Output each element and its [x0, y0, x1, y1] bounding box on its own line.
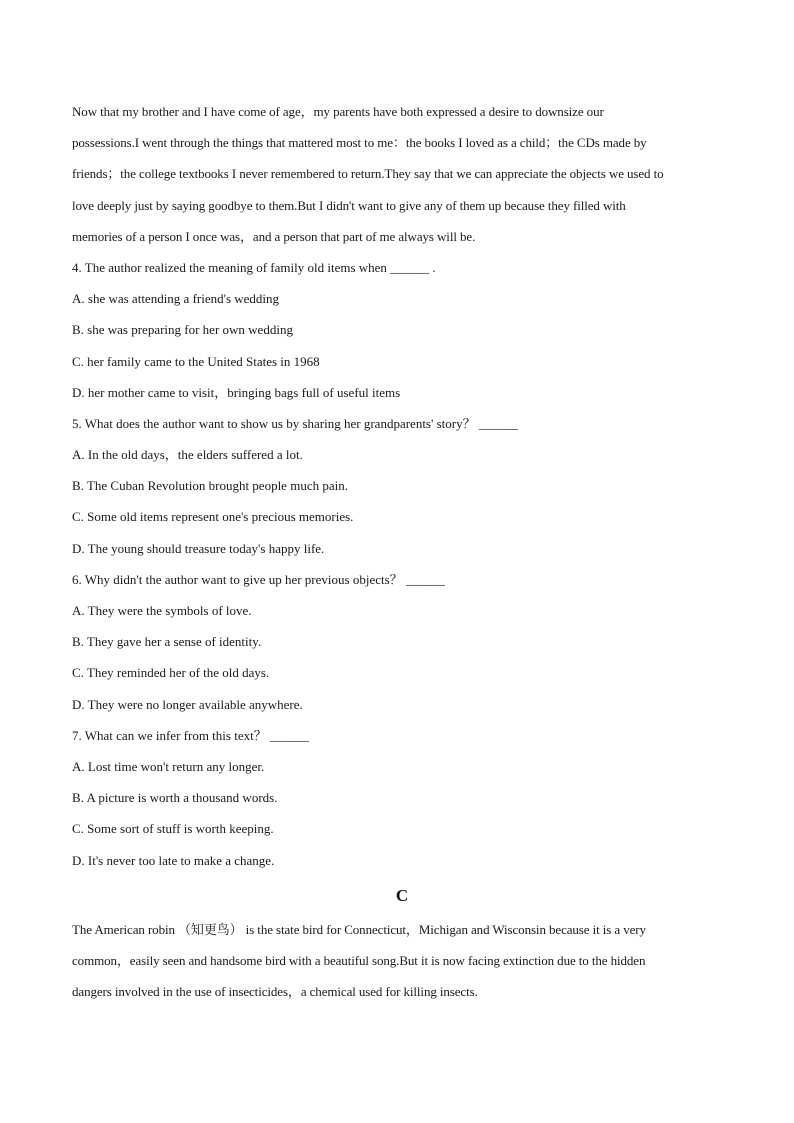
option-d: D. It's never too late to make a change.: [72, 852, 275, 868]
document-page: [72, 96, 732, 1007]
passage-b-ending: [72, 96, 732, 252]
option-b: B. A picture is worth a thousand words.: [72, 790, 278, 806]
option-d: D. The young should treasure today's happy life.: [72, 540, 325, 556]
passage-line: dangers involved in the use of insecticides，a chemical used for killing insects.: [72, 984, 478, 1000]
passage-line: The American robin （知更鸟） is the state bird for Connecticut，Michigan and Wisconsin because it is a very: [72, 921, 646, 937]
question-stem: 6. Why didn't the author want to give up her previous objects？ ______: [72, 571, 445, 587]
option-d: D. They were no longer available anywhere.: [72, 696, 303, 712]
question-stem: 7. What can we infer from this text？ ______: [72, 727, 309, 743]
passage-line: common，easily seen and handsome bird with a beautiful song.But it is now facing extinction due to the hidden: [72, 952, 646, 968]
passage-line: memories of a person I once was，and a person that part of me always will be.: [72, 228, 476, 244]
question-7: [72, 720, 732, 876]
option-a: A. she was attending a friend's wedding: [72, 291, 280, 307]
section-c-heading: C: [395, 885, 409, 905]
question-stem: 4. The author realized the meaning of family old items when ______ .: [72, 259, 436, 275]
option-d: D. her mother came to visit，bringing bags full of useful items: [72, 384, 401, 400]
option-b: B. They gave her a sense of identity.: [72, 634, 262, 650]
question-5: [72, 408, 732, 564]
option-a: A. They were the symbols of love.: [72, 603, 252, 618]
passage-line: love deeply just by saying goodbye to them.But I didn't want to give any of them up because they filled with: [72, 197, 626, 213]
option-b: B. The Cuban Revolution brought people much pain.: [72, 478, 348, 494]
option-c: C. They reminded her of the old days.: [72, 665, 270, 681]
option-c: C. Some old items represent one's precious memories.: [72, 509, 354, 525]
passage-line: Now that my brother and I have come of age，my parents have both expressed a desire to downsize our: [72, 104, 604, 119]
passage-c: [72, 914, 732, 1008]
question-stem: 5. What does the author want to show us by sharing her grandparents' story？ ______: [72, 415, 518, 431]
option-a: A. Lost time won't return any longer.: [72, 758, 265, 774]
passage-line: friends；the college textbooks I never remembered to return.They say that we can appreciate the objects we used to: [72, 166, 664, 182]
option-c: C. Some sort of stuff is worth keeping.: [72, 821, 274, 837]
question-6: [72, 564, 732, 720]
question-4: [72, 252, 732, 408]
option-a: A. In the old days，the elders suffered a lot.: [72, 447, 303, 463]
passage-line: possessions.I went through the things that mattered most to me：the books I loved as a child；the CDs made by: [72, 135, 647, 151]
option-c: C. her family came to the United States in 1968: [72, 353, 320, 369]
option-b: B. she was preparing for her own wedding: [72, 322, 293, 338]
